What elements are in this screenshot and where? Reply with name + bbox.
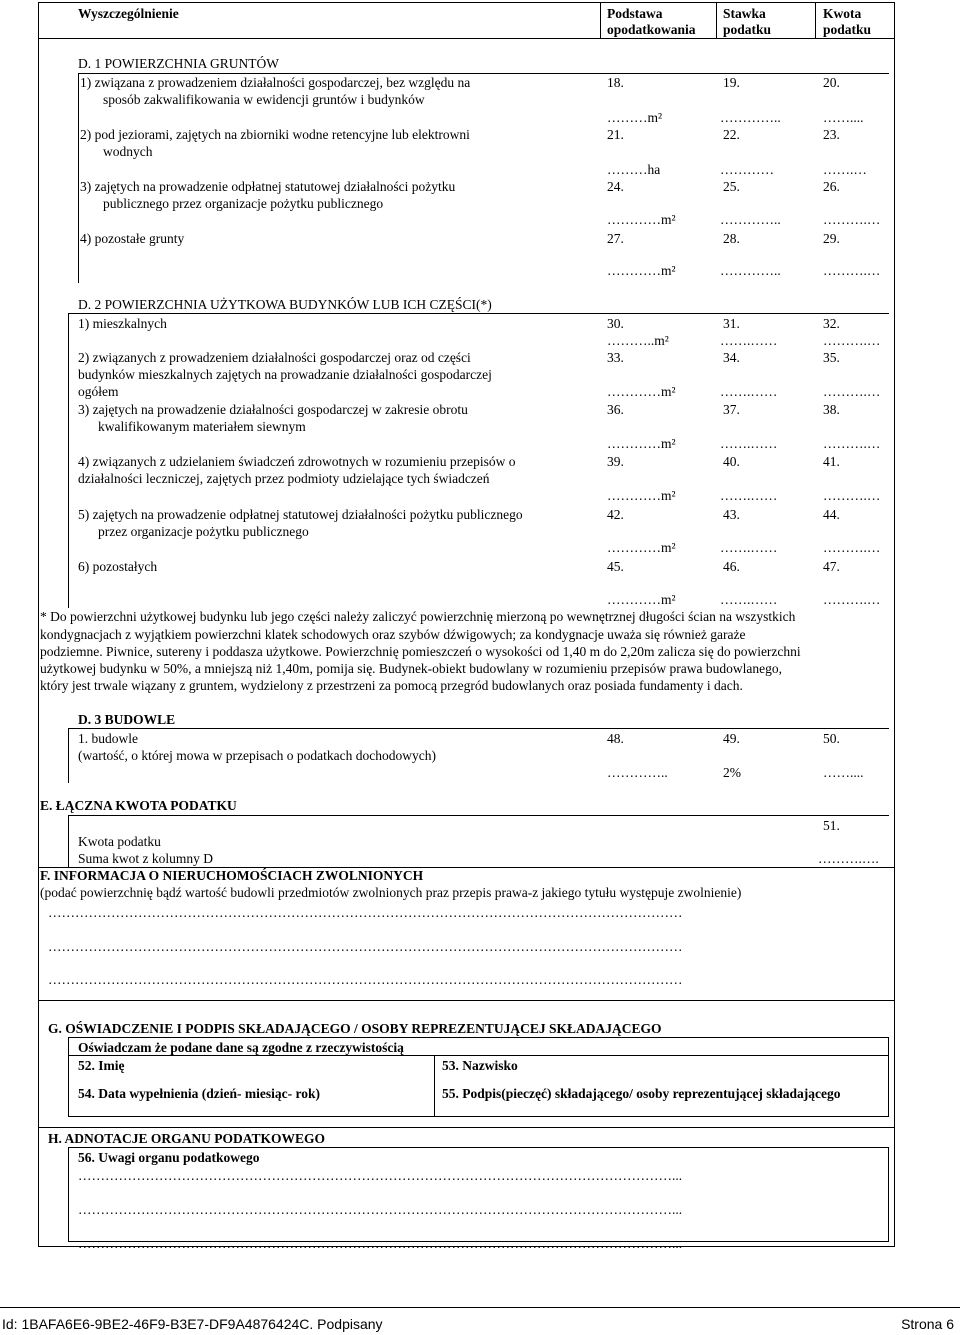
field-number: 21. bbox=[607, 127, 624, 142]
e-line1: Kwota podatku bbox=[78, 834, 161, 849]
field-number: 23. bbox=[823, 127, 840, 142]
d3-title: D. 3 BUDOWLE bbox=[78, 712, 176, 727]
h-dots-line-1[interactable]: ……………………………………………………………………………………………………………………... bbox=[78, 1168, 683, 1183]
f-dots-line-1[interactable]: …………………………………………………………………………………………………………………………… bbox=[48, 905, 683, 920]
field-25-input[interactable]: ………….. bbox=[720, 212, 781, 227]
field-49-rate: 2% bbox=[723, 765, 741, 780]
field-35-input[interactable]: ……….… bbox=[823, 384, 881, 399]
field-number: 30. bbox=[607, 316, 624, 331]
field-number: 24. bbox=[607, 179, 624, 194]
footnote-line: który jest trwale wiązany z gruntem, wydzielony z przestrzeni za pomocą przegród budowlanych oraz posiada fundamenty i dach. bbox=[40, 678, 743, 693]
field-number: 48. bbox=[607, 731, 624, 746]
field-number: 29. bbox=[823, 231, 840, 246]
field-32-input[interactable]: ……….… bbox=[823, 333, 881, 348]
header-col-divider bbox=[600, 2, 601, 39]
g-statement: Oświadczam że podane dane są zgodne z rzeczywistością bbox=[78, 1040, 404, 1055]
field-number: 31. bbox=[723, 316, 740, 331]
header-col-divider bbox=[815, 2, 816, 39]
d1-row1-line2: sposób zakwalifikowania w ewidencji gruntów i budynków bbox=[103, 92, 425, 107]
field-number: 36. bbox=[607, 402, 624, 417]
field-46-input[interactable]: …….…… bbox=[720, 592, 778, 607]
d1-row3-line1: 3) zajętych na prowadzenie odpłatnej statutowej działalności pożytku bbox=[80, 179, 456, 194]
d2-row2-line1: 2) związanych z prowadzeniem działalności gospodarczej oraz od części bbox=[78, 350, 471, 365]
header-divider bbox=[38, 38, 895, 39]
h-dots-line-3[interactable]: ……………………………………………………………………………………………………………………... bbox=[78, 1236, 683, 1251]
d1-row3-line2: publicznego przez organizacje pożytku publicznego bbox=[103, 196, 384, 211]
field-30-input[interactable]: ………..m² bbox=[607, 333, 669, 348]
field-number: 40. bbox=[723, 454, 740, 469]
d2-row2-line2: budynków mieszkalnych zajętych na prowadzanie działalności gospodarczej bbox=[78, 367, 492, 382]
field-22-input[interactable]: ………… bbox=[720, 162, 774, 177]
field-37-input[interactable]: …….…… bbox=[720, 436, 778, 451]
field-number: 28. bbox=[723, 231, 740, 246]
field-number: 38. bbox=[823, 402, 840, 417]
field-50-input[interactable]: …….... bbox=[823, 765, 864, 780]
section-divider bbox=[38, 1000, 895, 1001]
field-43-input[interactable]: …….…… bbox=[720, 540, 778, 555]
header-desc: Wyszczególnienie bbox=[78, 6, 179, 21]
field-18-input[interactable]: ………m² bbox=[607, 110, 663, 125]
field-number: 46. bbox=[723, 559, 740, 574]
field-number: 33. bbox=[607, 350, 624, 365]
footer-page: Strona 6 bbox=[901, 1316, 954, 1332]
field-number: 44. bbox=[823, 507, 840, 522]
field-29-input[interactable]: ……….… bbox=[823, 263, 881, 278]
field-54-label[interactable]: 54. Data wypełnienia (dzień- miesiąc- rok) bbox=[78, 1086, 320, 1101]
field-number: 35. bbox=[823, 350, 840, 365]
d1-row4-line1: 4) pozostałe grunty bbox=[80, 231, 185, 246]
field-number: 49. bbox=[723, 731, 740, 746]
field-number: 22. bbox=[723, 127, 740, 142]
g-title: G. OŚWIADCZENIE I PODPIS SKŁADAJĄCEGO / OSOBY REPREZENTUJĄCEJ SKŁADAJĄCEGO bbox=[48, 1021, 662, 1036]
f-subtitle: (podać powierzchnię bądź wartość budowli przedmiotów zwolnionych praz przepis prawa-z jakiego tytułu występuje zwolnienie) bbox=[40, 885, 742, 900]
field-53-label[interactable]: 53. Nazwisko bbox=[442, 1058, 518, 1073]
field-number: 45. bbox=[607, 559, 624, 574]
d2-row4-line1: 4) związanych z udzielaniem świadczeń zdrowotnych w rozumieniu przepisów o bbox=[78, 454, 516, 469]
d2-row3-line2: kwalifikowanym materiałem siewnym bbox=[98, 419, 306, 434]
header-base-2: opodatkowania bbox=[607, 22, 696, 37]
field-21-input[interactable]: ………ha bbox=[607, 162, 661, 177]
f-dots-line-3[interactable]: …………………………………………………………………………………………………………………………… bbox=[48, 972, 683, 987]
footer-id: Id: 1BAFA6E6-9BE2-46F9-B3E7-DF9A4876424C. Podpisany bbox=[2, 1316, 383, 1332]
f-dots-line-2[interactable]: …………………………………………………………………………………………………………………………… bbox=[48, 939, 683, 954]
header-rate-1: Stawka bbox=[723, 6, 766, 21]
field-33-input[interactable]: …………m² bbox=[607, 384, 676, 399]
field-36-input[interactable]: …………m² bbox=[607, 436, 676, 451]
d1-title: D. 1 POWIERZCHNIA GRUNTÓW bbox=[78, 56, 279, 71]
field-39-input[interactable]: …………m² bbox=[607, 488, 676, 503]
field-number: 51. bbox=[823, 818, 840, 833]
d1-row1-line1: 1) związana z prowadzeniem działalności gospodarczej, bez względu na bbox=[80, 75, 471, 90]
field-number: 27. bbox=[607, 231, 624, 246]
footer-divider bbox=[0, 1307, 960, 1308]
e-title: E. ŁĄCZNA KWOTA PODATKU bbox=[40, 798, 237, 813]
d2-row5-line1: 5) zajętych na prowadzenie odpłatnej statutowej działalności pożytku publicznego bbox=[78, 507, 523, 522]
footnote-line: kondygnacjach z wyjątkiem powierzchni klatek schodowych oraz szybów dźwigowych; za kondygnacje uważa się również garaże bbox=[40, 627, 746, 642]
field-24-input[interactable]: …………m² bbox=[607, 212, 676, 227]
footnote-line: * Do powierzchni użytkowej budynku lub jego części należy zaliczyć powierzchnię mierzoną po wewnętrznej długości ścian na wszystkich bbox=[40, 609, 796, 624]
d3-line2: (wartość, o której mowa w przepisach o podatkach dochodowych) bbox=[78, 748, 437, 763]
field-number: 50. bbox=[823, 731, 840, 746]
field-number: 43. bbox=[723, 507, 740, 522]
field-45-input[interactable]: …………m² bbox=[607, 592, 676, 607]
field-27-input[interactable]: …………m² bbox=[607, 263, 676, 278]
field-38-input[interactable]: ……….… bbox=[823, 436, 881, 451]
field-number: 37. bbox=[723, 402, 740, 417]
header-amount-2: podatku bbox=[823, 22, 872, 37]
field-34-input[interactable]: …….…… bbox=[720, 384, 778, 399]
field-number: 47. bbox=[823, 559, 840, 574]
field-40-input[interactable]: …….…… bbox=[720, 488, 778, 503]
h-dots-line-2[interactable]: ……………………………………………………………………………………………………………………... bbox=[78, 1202, 683, 1217]
header-rate-2: podatku bbox=[723, 22, 772, 37]
d1-row2-line1: 2) pod jeziorami, zajętych na zbiorniki wodne retencyjne lub elektrowni bbox=[80, 127, 470, 142]
field-48-input[interactable]: ………….. bbox=[607, 765, 668, 780]
g-col-divider bbox=[434, 1055, 435, 1117]
footnote-line: użytkowej budynku w 50%, a mniejszą niż 1,40m, pomija się. Budynek-obiekt budowlany w rozumieniu przepisów prawa budowlanego, bbox=[40, 661, 782, 676]
d2-row4-line2: działalności leczniczej, zajętych przez podmioty udzielające tych świadczeń bbox=[78, 471, 490, 486]
field-55-label[interactable]: 55. Podpis(pieczęć) składającego/ osoby reprezentującej składającego bbox=[442, 1086, 841, 1101]
field-44-input[interactable]: ……….… bbox=[823, 540, 881, 555]
section-divider bbox=[38, 1127, 895, 1128]
d3-line1: 1. budowle bbox=[78, 731, 138, 746]
field-number: 41. bbox=[823, 454, 840, 469]
field-41-input[interactable]: ……….… bbox=[823, 488, 881, 503]
header-amount-1: Kwota bbox=[823, 6, 862, 21]
field-number: 19. bbox=[723, 75, 740, 90]
e-line2: Suma kwot z kolumny D bbox=[78, 851, 213, 866]
field-28-input[interactable]: ………….. bbox=[720, 263, 781, 278]
field-47-input[interactable]: ……….… bbox=[823, 592, 881, 607]
field-31-input[interactable]: …….…… bbox=[720, 333, 778, 348]
field-number: 32. bbox=[823, 316, 840, 331]
field-number: 26. bbox=[823, 179, 840, 194]
footnote-line: podziemne. Piwnice, sutereny i poddasza użytkowe. Powierzchnię pomieszczeń o wysokości od 1,40 m do 2,20m zalicza się do powierzchni bbox=[40, 644, 801, 659]
field-number: 20. bbox=[823, 75, 840, 90]
field-number: 34. bbox=[723, 350, 740, 365]
d1-row2-line2: wodnych bbox=[103, 144, 153, 159]
field-51-input[interactable]: ……….…. bbox=[818, 851, 879, 866]
d2-title: D. 2 POWIERZCHNIA UŻYTKOWA BUDYNKÓW LUB ICH CZĘŚCI(*) bbox=[78, 297, 492, 312]
d2-row2-line3: ogółem bbox=[78, 384, 119, 399]
field-19-input[interactable]: ………….. bbox=[720, 110, 781, 125]
field-26-input[interactable]: ……….… bbox=[823, 212, 881, 227]
d2-row3-line1: 3) zajętych na prowadzenie działalności gospodarczej w zakresie obrotu bbox=[78, 402, 468, 417]
d2-row5-line2: przez organizacje pożytku publicznego bbox=[98, 524, 309, 539]
h-title: H. ADNOTACJE ORGANU PODATKOWEGO bbox=[48, 1131, 326, 1146]
f-title: F. INFORMACJA O NIERUCHOMOŚCIACH ZWOLNIONYCH bbox=[40, 868, 424, 883]
field-number: 39. bbox=[607, 454, 624, 469]
field-number: 42. bbox=[607, 507, 624, 522]
field-number: 25. bbox=[723, 179, 740, 194]
field-56-label: 56. Uwagi organu podatkowego bbox=[78, 1150, 260, 1165]
header-col-divider bbox=[716, 2, 717, 39]
field-52-label[interactable]: 52. Imię bbox=[78, 1058, 125, 1073]
d2-row1: 1) mieszkalnych bbox=[78, 316, 167, 331]
header-base-1: Podstawa bbox=[607, 6, 663, 21]
field-42-input[interactable]: …………m² bbox=[607, 540, 676, 555]
field-20-input[interactable]: …….... bbox=[823, 110, 864, 125]
g-divider bbox=[68, 1055, 889, 1056]
d2-row6: 6) pozostałych bbox=[78, 559, 158, 574]
field-number: 18. bbox=[607, 75, 624, 90]
field-23-input[interactable]: …….… bbox=[823, 162, 867, 177]
